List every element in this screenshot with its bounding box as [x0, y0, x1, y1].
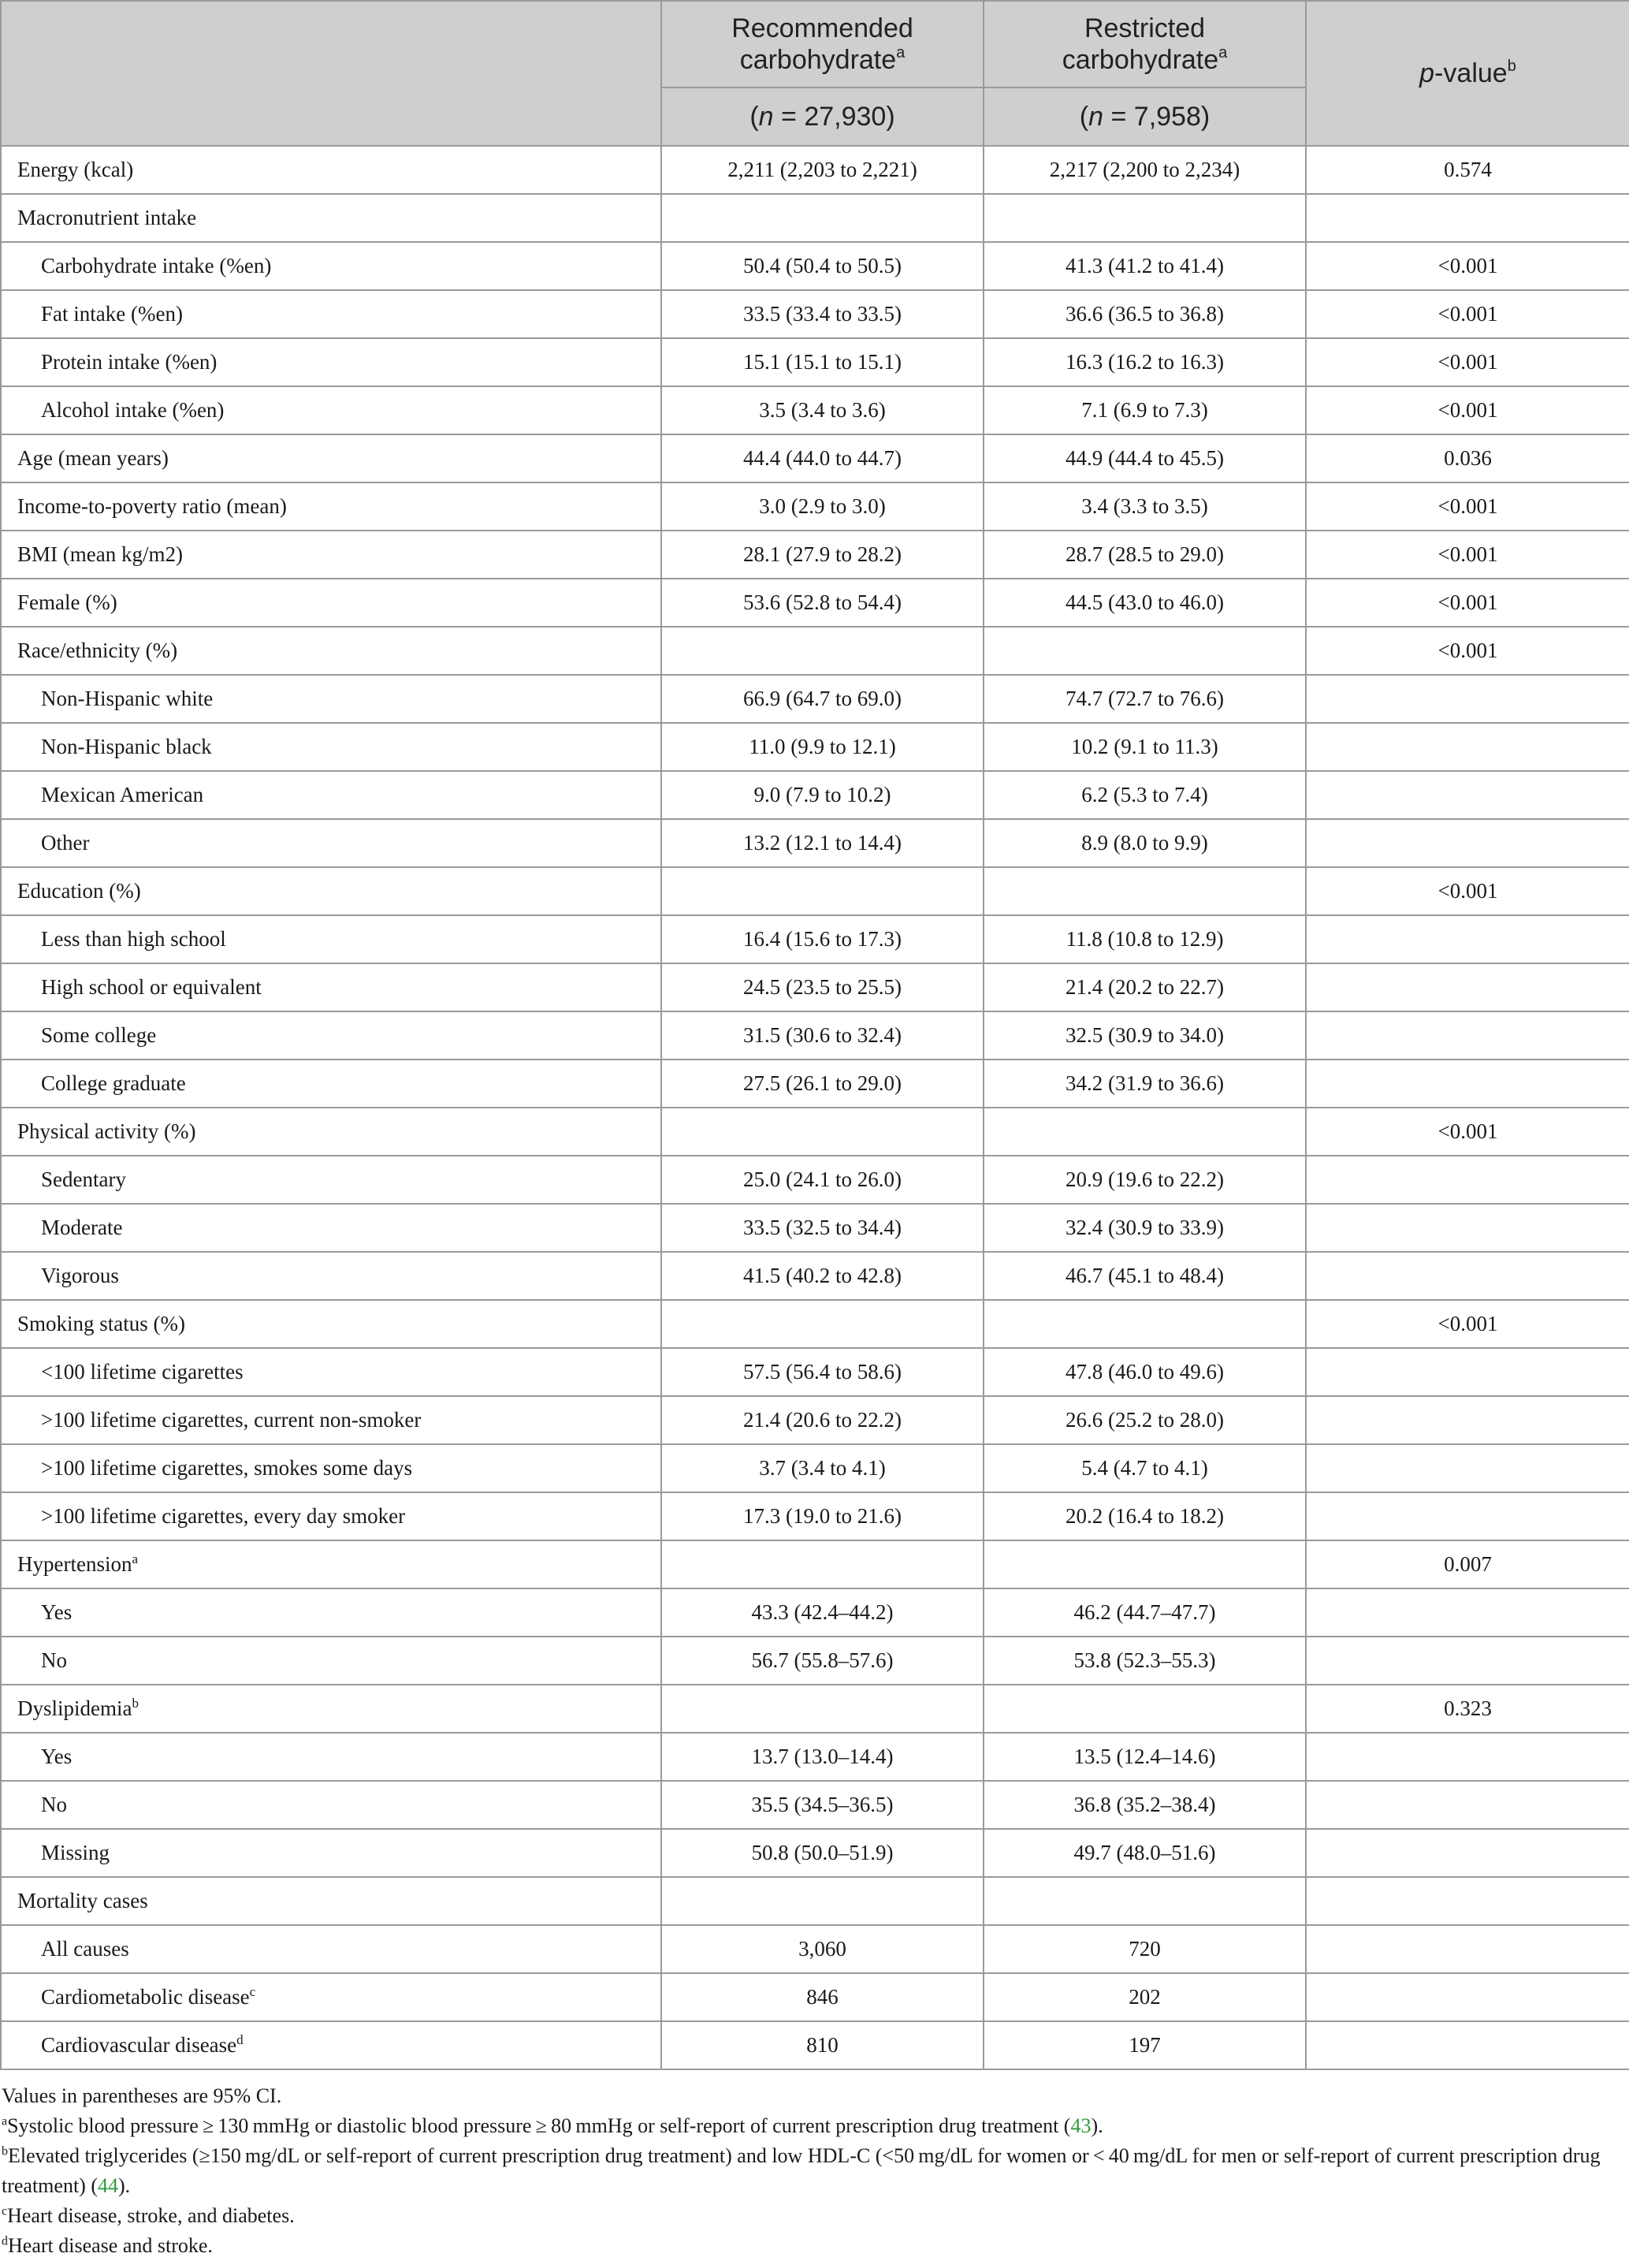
- row-label: Other: [41, 831, 90, 855]
- paren: (: [1079, 102, 1089, 132]
- p-value-cell: [1306, 771, 1629, 819]
- header-p-value: [1306, 1, 1629, 146]
- restricted-value-cell: 21.4 (20.2 to 22.7): [984, 963, 1306, 1011]
- row-label-cell: [1, 434, 661, 482]
- paren: (: [749, 102, 759, 132]
- p-value-cell: [1306, 1588, 1629, 1637]
- row-label-cell: [1, 1829, 661, 1877]
- row-label-cell: [1, 1588, 661, 1637]
- row-label-cell: [1, 1060, 661, 1108]
- table-row: [1, 675, 1629, 723]
- row-label: Mortality cases: [17, 1889, 148, 1912]
- table-row: [1, 1781, 1629, 1829]
- recommended-value-cell: [661, 867, 984, 915]
- table-body: [1, 146, 1629, 2069]
- restricted-value-cell: 32.5 (30.9 to 34.0): [984, 1011, 1306, 1060]
- table-row: [1, 1396, 1629, 1444]
- restricted-value-cell: 8.9 (8.0 to 9.9): [984, 819, 1306, 867]
- row-label-cell: [1, 290, 661, 338]
- restricted-value-cell: 28.7 (28.5 to 29.0): [984, 531, 1306, 579]
- row-label-cell: [1, 1685, 661, 1733]
- recommended-value-cell: [661, 1540, 984, 1588]
- row-label: All causes: [41, 1937, 129, 1961]
- n-value: = 7,958): [1103, 102, 1211, 132]
- row-label-cell: [1, 1444, 661, 1492]
- restricted-value-cell: 13.5 (12.4–14.6): [984, 1733, 1306, 1781]
- p-value-cell: 0.574: [1306, 146, 1629, 194]
- header-recommended: [661, 1, 984, 88]
- row-label: Yes: [41, 1600, 73, 1624]
- p-value-cell: [1306, 1156, 1629, 1204]
- row-label-cell: [1, 675, 661, 723]
- restricted-value-cell: 49.7 (48.0–51.6): [984, 1829, 1306, 1877]
- restricted-value-cell: 16.3 (16.2 to 16.3): [984, 338, 1306, 386]
- footnote-b-end: ).: [118, 2174, 131, 2197]
- p-value-cell: [1306, 1348, 1629, 1396]
- table-row: [1, 1637, 1629, 1685]
- header-restricted-n: [984, 88, 1306, 146]
- restricted-value-cell: 44.5 (43.0 to 46.0): [984, 579, 1306, 627]
- table-row: [1, 1204, 1629, 1252]
- restricted-value-cell: 32.4 (30.9 to 33.9): [984, 1204, 1306, 1252]
- restricted-value-cell: 44.9 (44.4 to 45.5): [984, 434, 1306, 482]
- footnote-c: [2, 2201, 1621, 2231]
- row-label: Dyslipidemia: [17, 1696, 132, 1720]
- footnote-a-mark: a: [2, 2114, 8, 2128]
- p-value-cell: <0.001: [1306, 386, 1629, 434]
- row-label-cell: [1, 867, 661, 915]
- restricted-value-cell: 7.1 (6.9 to 7.3): [984, 386, 1306, 434]
- reference-link-43[interactable]: 43: [1070, 2114, 1092, 2137]
- row-label: Cardiometabolic disease: [41, 1985, 250, 2009]
- row-label: Smoking status (%): [17, 1312, 185, 1335]
- p-value-cell: 0.007: [1306, 1540, 1629, 1588]
- p-value-cell: [1306, 1060, 1629, 1108]
- header-restricted: [984, 1, 1306, 88]
- restricted-value-cell: [984, 1540, 1306, 1588]
- recommended-value-cell: 50.4 (50.4 to 50.5): [661, 242, 984, 290]
- p-value-cell: [1306, 1396, 1629, 1444]
- table-row: [1, 242, 1629, 290]
- footnote-c-mark: c: [2, 2204, 8, 2218]
- recommended-value-cell: [661, 1877, 984, 1925]
- row-label-cell: [1, 1733, 661, 1781]
- table-row: [1, 194, 1629, 242]
- row-label-cell: [1, 386, 661, 434]
- recommended-value-cell: 846: [661, 1973, 984, 2021]
- p-value-cell: [1306, 1444, 1629, 1492]
- restricted-value-cell: [984, 627, 1306, 675]
- restricted-value-cell: 36.6 (36.5 to 36.8): [984, 290, 1306, 338]
- row-label-cell: [1, 1925, 661, 1973]
- row-label: <100 lifetime cigarettes: [41, 1360, 244, 1384]
- row-label-cell: [1, 1637, 661, 1685]
- p-value-cell: [1306, 1637, 1629, 1685]
- restricted-value-cell: 2,217 (2,200 to 2,234): [984, 146, 1306, 194]
- row-label-cell: [1, 1492, 661, 1540]
- restricted-value-cell: 74.7 (72.7 to 76.6): [984, 675, 1306, 723]
- recommended-value-cell: 33.5 (33.4 to 33.5): [661, 290, 984, 338]
- row-label-cell: [1, 915, 661, 963]
- table-row: [1, 1685, 1629, 1733]
- row-label: Yes: [41, 1745, 73, 1768]
- table-row: [1, 1733, 1629, 1781]
- row-label-cell: [1, 963, 661, 1011]
- table-row: [1, 1492, 1629, 1540]
- table-row: [1, 1444, 1629, 1492]
- restricted-value-cell: 47.8 (46.0 to 49.6): [984, 1348, 1306, 1396]
- restricted-value-cell: 46.7 (45.1 to 48.4): [984, 1252, 1306, 1300]
- row-label: Energy (kcal): [17, 158, 134, 181]
- recommended-value-cell: 43.3 (42.4–44.2): [661, 1588, 984, 1637]
- recommended-value-cell: 3,060: [661, 1925, 984, 1973]
- table-row: [1, 1588, 1629, 1637]
- n-italic: n: [758, 102, 774, 132]
- p-value-cell: [1306, 1781, 1629, 1829]
- recommended-value-cell: 2,211 (2,203 to 2,221): [661, 146, 984, 194]
- header-recommended-n: [661, 88, 984, 146]
- p-value-cell: [1306, 1829, 1629, 1877]
- row-label: Education (%): [17, 879, 141, 903]
- table-row: [1, 531, 1629, 579]
- p-value-cell: [1306, 675, 1629, 723]
- recommended-value-cell: 44.4 (44.0 to 44.7): [661, 434, 984, 482]
- footnote-d-mark: d: [2, 2234, 8, 2248]
- table-row: [1, 771, 1629, 819]
- row-label: Macronutrient intake: [17, 206, 197, 229]
- row-label-cell: [1, 819, 661, 867]
- row-label-footnote-mark: a: [132, 1551, 139, 1566]
- p-value-cell: <0.001: [1306, 1300, 1629, 1348]
- footnote-c-text: Heart disease, stroke, and diabetes.: [7, 2204, 295, 2227]
- p-value-cell: [1306, 723, 1629, 771]
- footnote-a: [2, 2111, 1621, 2141]
- recommended-value-cell: 3.7 (3.4 to 4.1): [661, 1444, 984, 1492]
- row-label-cell: [1, 1781, 661, 1829]
- recommended-value-cell: [661, 194, 984, 242]
- row-label: Mexican American: [41, 783, 204, 806]
- row-label: High school or equivalent: [41, 975, 262, 999]
- header-restricted-line1: Restricted: [1084, 13, 1206, 43]
- restricted-value-cell: 202: [984, 1973, 1306, 2021]
- header-p-sup: b: [1507, 58, 1516, 75]
- recommended-value-cell: 27.5 (26.1 to 29.0): [661, 1060, 984, 1108]
- row-label-cell: [1, 1156, 661, 1204]
- reference-link-44[interactable]: 44: [98, 2174, 118, 2197]
- row-label-cell: [1, 1300, 661, 1348]
- recommended-value-cell: 50.8 (50.0–51.9): [661, 1829, 984, 1877]
- restricted-value-cell: 720: [984, 1925, 1306, 1973]
- row-label: Vigorous: [41, 1264, 119, 1287]
- p-value-cell: <0.001: [1306, 579, 1629, 627]
- p-value-cell: <0.001: [1306, 531, 1629, 579]
- row-label-cell: [1, 1877, 661, 1925]
- table-row: [1, 1011, 1629, 1060]
- table-row: [1, 915, 1629, 963]
- row-label-cell: [1, 194, 661, 242]
- recommended-value-cell: 3.0 (2.9 to 3.0): [661, 482, 984, 531]
- restricted-value-cell: 53.8 (52.3–55.3): [984, 1637, 1306, 1685]
- p-value-cell: <0.001: [1306, 1108, 1629, 1156]
- footnote-b-mark: b: [2, 2144, 8, 2158]
- header-recommended-sup: a: [896, 44, 906, 61]
- row-label: Female (%): [17, 590, 117, 614]
- restricted-value-cell: 20.2 (16.4 to 18.2): [984, 1492, 1306, 1540]
- recommended-value-cell: [661, 1108, 984, 1156]
- restricted-value-cell: 41.3 (41.2 to 41.4): [984, 242, 1306, 290]
- restricted-value-cell: 26.6 (25.2 to 28.0): [984, 1396, 1306, 1444]
- restricted-value-cell: 36.8 (35.2–38.4): [984, 1781, 1306, 1829]
- row-label-cell: [1, 338, 661, 386]
- table-row: [1, 1300, 1629, 1348]
- table-row: [1, 482, 1629, 531]
- row-label: Cardiovascular disease: [41, 2033, 237, 2057]
- recommended-value-cell: 13.7 (13.0–14.4): [661, 1733, 984, 1781]
- recommended-value-cell: 3.5 (3.4 to 3.6): [661, 386, 984, 434]
- row-label: Hypertension: [17, 1552, 132, 1576]
- row-label-cell: [1, 1540, 661, 1588]
- row-label-cell: [1, 1973, 661, 2021]
- p-value-cell: [1306, 963, 1629, 1011]
- row-label: Non-Hispanic black: [41, 735, 212, 758]
- recommended-value-cell: 56.7 (55.8–57.6): [661, 1637, 984, 1685]
- row-label-cell: [1, 2021, 661, 2069]
- p-value-cell: <0.001: [1306, 867, 1629, 915]
- row-label: Carbohydrate intake (%en): [41, 254, 272, 277]
- table-row: [1, 1973, 1629, 2021]
- row-label-cell: [1, 1011, 661, 1060]
- row-label: Age (mean years): [17, 446, 169, 470]
- row-label: Non-Hispanic white: [41, 687, 214, 710]
- recommended-value-cell: 33.5 (32.5 to 34.4): [661, 1204, 984, 1252]
- p-value-cell: [1306, 1925, 1629, 1973]
- recommended-value-cell: [661, 1300, 984, 1348]
- recommended-value-cell: 41.5 (40.2 to 42.8): [661, 1252, 984, 1300]
- restricted-value-cell: 3.4 (3.3 to 3.5): [984, 482, 1306, 531]
- header-recommended-line2: carbohydrate: [739, 45, 897, 75]
- row-label: Sedentary: [41, 1168, 126, 1191]
- p-value-cell: <0.001: [1306, 627, 1629, 675]
- p-value-cell: [1306, 1877, 1629, 1925]
- recommended-value-cell: 57.5 (56.4 to 58.6): [661, 1348, 984, 1396]
- row-label-cell: [1, 723, 661, 771]
- recommended-value-cell: 31.5 (30.6 to 32.4): [661, 1011, 984, 1060]
- p-value-cell: <0.001: [1306, 482, 1629, 531]
- header-blank-cell: [1, 1, 661, 146]
- p-value-cell: [1306, 1204, 1629, 1252]
- row-label-cell: [1, 627, 661, 675]
- row-label: Physical activity (%): [17, 1119, 196, 1143]
- row-label-cell: [1, 482, 661, 531]
- n-italic: n: [1088, 102, 1104, 132]
- table-row: [1, 723, 1629, 771]
- table-row: [1, 1252, 1629, 1300]
- p-value-cell: [1306, 1252, 1629, 1300]
- row-label-cell: [1, 1396, 661, 1444]
- recommended-value-cell: 24.5 (23.5 to 25.5): [661, 963, 984, 1011]
- table-row: [1, 1060, 1629, 1108]
- row-label: Missing: [41, 1841, 110, 1864]
- row-label-cell: [1, 771, 661, 819]
- table-row: [1, 1829, 1629, 1877]
- table-row: [1, 386, 1629, 434]
- recommended-value-cell: [661, 1685, 984, 1733]
- table-row: [1, 627, 1629, 675]
- row-label-cell: [1, 579, 661, 627]
- p-value-cell: [1306, 915, 1629, 963]
- table-row: [1, 146, 1629, 194]
- p-value-cell: [1306, 1973, 1629, 2021]
- table-row: [1, 1877, 1629, 1925]
- header-recommended-line1: Recommended: [731, 13, 913, 43]
- row-label-footnote-mark: d: [236, 2032, 244, 2047]
- footnote-a-end: ).: [1091, 2114, 1103, 2137]
- footnote-b-text: Elevated triglycerides (≥150 mg/dL or self-report of current prescription drug treatment) and low HDL-C (<50 mg/dL for women or < 40 mg/dL for men or self-report of current prescription drug treatment) (: [2, 2144, 1601, 2197]
- p-value-cell: <0.001: [1306, 290, 1629, 338]
- recommended-value-cell: 9.0 (7.9 to 10.2): [661, 771, 984, 819]
- restricted-value-cell: 5.4 (4.7 to 4.1): [984, 1444, 1306, 1492]
- footnote-b: [2, 2141, 1621, 2201]
- recommended-value-cell: 66.9 (64.7 to 69.0): [661, 675, 984, 723]
- n-value: = 27,930): [773, 102, 895, 132]
- row-label-cell: [1, 531, 661, 579]
- row-label-cell: [1, 1204, 661, 1252]
- recommended-value-cell: 21.4 (20.6 to 22.2): [661, 1396, 984, 1444]
- recommended-value-cell: 35.5 (34.5–36.5): [661, 1781, 984, 1829]
- recommended-value-cell: 15.1 (15.1 to 15.1): [661, 338, 984, 386]
- restricted-value-cell: 6.2 (5.3 to 7.4): [984, 771, 1306, 819]
- row-label-cell: [1, 1348, 661, 1396]
- restricted-value-cell: 46.2 (44.7–47.7): [984, 1588, 1306, 1637]
- footnote-a-text: Systolic blood pressure ≥ 130 mmHg or diastolic blood pressure ≥ 80 mmHg or self-report of current prescription drug treatment (: [7, 2114, 1071, 2137]
- table-row: [1, 579, 1629, 627]
- table-row: [1, 1540, 1629, 1588]
- table-row: [1, 338, 1629, 386]
- footnote-d-text: Heart disease and stroke.: [8, 2234, 213, 2257]
- restricted-value-cell: 11.8 (10.8 to 12.9): [984, 915, 1306, 963]
- recommended-value-cell: 13.2 (12.1 to 14.4): [661, 819, 984, 867]
- row-label: Fat intake (%en): [41, 302, 183, 326]
- table-row: [1, 434, 1629, 482]
- restricted-value-cell: [984, 867, 1306, 915]
- restricted-value-cell: 10.2 (9.1 to 11.3): [984, 723, 1306, 771]
- table-row: [1, 819, 1629, 867]
- header-row: [1, 1, 1629, 88]
- p-value-cell: <0.001: [1306, 242, 1629, 290]
- p-value-cell: [1306, 1492, 1629, 1540]
- p-value-cell: [1306, 1733, 1629, 1781]
- recommended-value-cell: 11.0 (9.9 to 12.1): [661, 723, 984, 771]
- p-value-cell: [1306, 819, 1629, 867]
- recommended-value-cell: 28.1 (27.9 to 28.2): [661, 531, 984, 579]
- recommended-value-cell: 25.0 (24.1 to 26.0): [661, 1156, 984, 1204]
- p-value-cell: <0.001: [1306, 338, 1629, 386]
- restricted-value-cell: [984, 1877, 1306, 1925]
- restricted-value-cell: 197: [984, 2021, 1306, 2069]
- footnote-d: [2, 2231, 1621, 2261]
- row-label-cell: [1, 242, 661, 290]
- restricted-value-cell: [984, 194, 1306, 242]
- recommended-value-cell: 53.6 (52.8 to 54.4): [661, 579, 984, 627]
- row-label: Less than high school: [41, 927, 226, 951]
- row-label: Income-to-poverty ratio (mean): [17, 494, 287, 518]
- table-row: [1, 963, 1629, 1011]
- row-label: >100 lifetime cigarettes, smokes some days: [41, 1456, 413, 1480]
- row-label-footnote-mark: c: [249, 1983, 256, 1999]
- header-restricted-line2: carbohydrate: [1062, 45, 1219, 75]
- row-label: Moderate: [41, 1216, 123, 1239]
- p-value-cell: 0.036: [1306, 434, 1629, 482]
- table-row: [1, 1156, 1629, 1204]
- table-row: [1, 2021, 1629, 2069]
- table-footnotes: [0, 2070, 1629, 2261]
- row-label: Race/ethnicity (%): [17, 639, 178, 662]
- row-label: No: [41, 1793, 67, 1816]
- row-label: No: [41, 1648, 67, 1672]
- row-label: >100 lifetime cigarettes, every day smoker: [41, 1504, 406, 1528]
- recommended-value-cell: 810: [661, 2021, 984, 2069]
- recommended-value-cell: 17.3 (19.0 to 21.6): [661, 1492, 984, 1540]
- recommended-value-cell: 16.4 (15.6 to 17.3): [661, 915, 984, 963]
- table-row: [1, 1108, 1629, 1156]
- row-label: Some college: [41, 1023, 157, 1047]
- row-label: BMI (mean kg/m2): [17, 542, 183, 566]
- row-label-cell: [1, 146, 661, 194]
- restricted-value-cell: 34.2 (31.9 to 36.6): [984, 1060, 1306, 1108]
- restricted-value-cell: [984, 1108, 1306, 1156]
- row-label-cell: [1, 1252, 661, 1300]
- table-header: [1, 1, 1629, 146]
- row-label: >100 lifetime cigarettes, current non-smoker: [41, 1408, 422, 1432]
- restricted-value-cell: 20.9 (19.6 to 22.2): [984, 1156, 1306, 1204]
- header-p-rest: -value: [1434, 58, 1508, 88]
- restricted-value-cell: [984, 1685, 1306, 1733]
- restricted-value-cell: [984, 1300, 1306, 1348]
- row-label: Alcohol intake (%en): [41, 398, 225, 422]
- table-row: [1, 290, 1629, 338]
- recommended-value-cell: [661, 627, 984, 675]
- row-label: College graduate: [41, 1071, 186, 1095]
- row-label: Protein intake (%en): [41, 350, 218, 374]
- p-value-cell: [1306, 1011, 1629, 1060]
- row-label-cell: [1, 1108, 661, 1156]
- header-p-italic: p: [1419, 58, 1435, 88]
- header-restricted-sup: a: [1218, 44, 1228, 61]
- p-value-cell: [1306, 194, 1629, 242]
- row-label-footnote-mark: b: [132, 1695, 139, 1711]
- table-row: [1, 1348, 1629, 1396]
- p-value-cell: 0.323: [1306, 1685, 1629, 1733]
- p-value-cell: [1306, 2021, 1629, 2069]
- table-row: [1, 1925, 1629, 1973]
- footnote-intro: Values in parentheses are 95% CI.: [2, 2084, 282, 2107]
- table-row: [1, 867, 1629, 915]
